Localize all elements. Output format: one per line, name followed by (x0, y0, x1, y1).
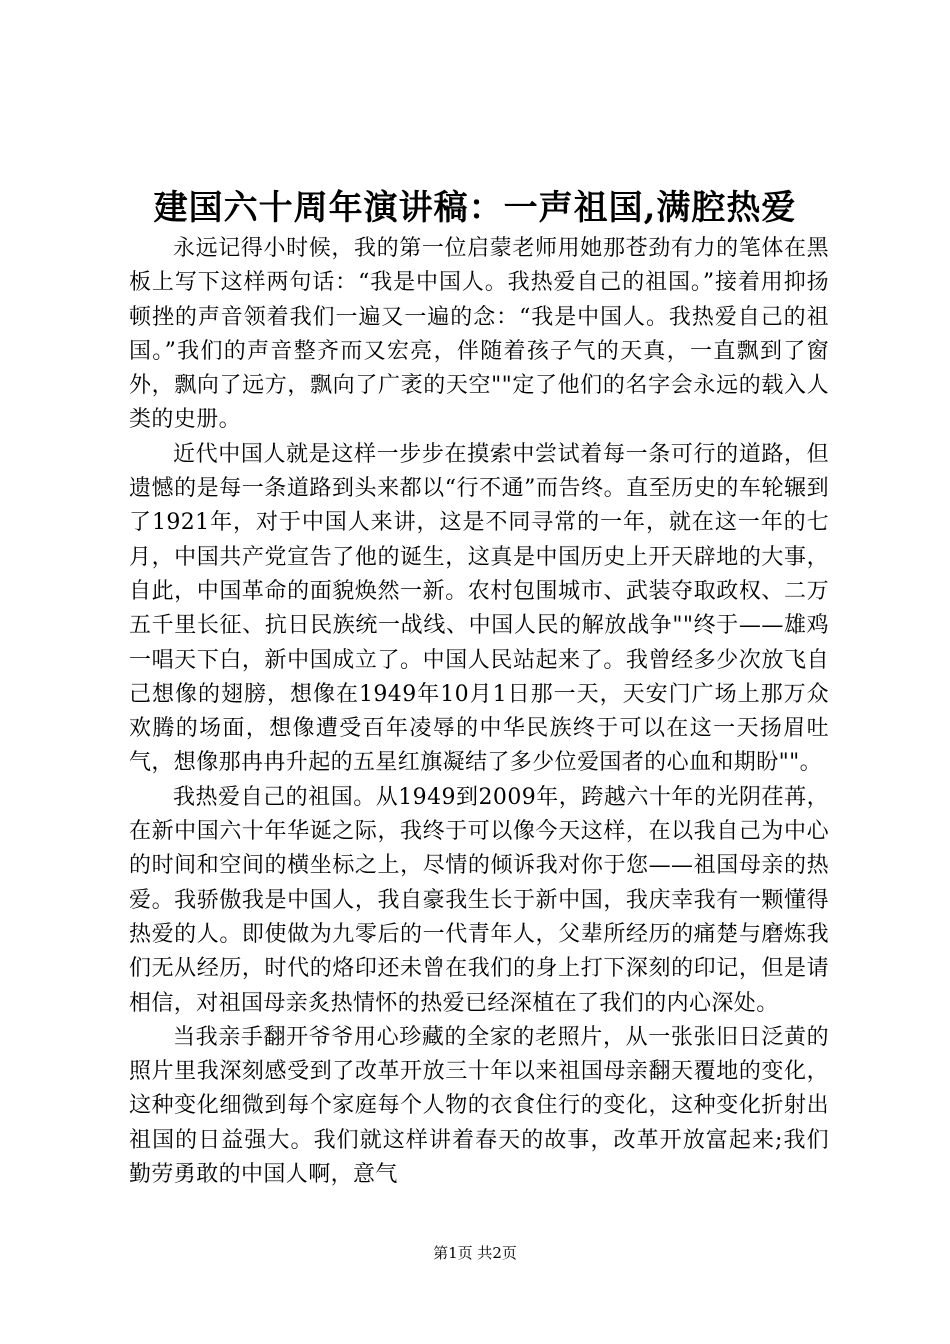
paragraph-1: 永远记得小时候，我的第一位启蒙老师用她那苍劲有力的笔体在黑板上写下这样两句话：“我是中国人。我热爱自己的祖国。”接着用抑扬顿挫的声音领着我们一遍又一遍的念：“我是中国人。我热爱自己的祖国。”我们的声音整齐而又宏亮，伴随着孩子气的天真，一直飘到了窗外，飘向了远方，飘向了广袤的天空""定了他们的名字会永远的载入人类的史册。 (129, 236, 829, 433)
paragraph-4: 当我亲手翻开爷爷用心珍藏的全家的老照片，从一张张旧日泛黄的照片里我深刻感受到了改革开放三十年以来祖国母亲翻天覆地的变化，这种变化细微到每个家庭每个人物的衣食住行的变化，这种变化折射出祖国的日益强大。我们就这样讲着春天的故事，改革开放富起来;我们勤劳勇敢的中国人啊，意气 (129, 1024, 829, 1188)
paragraph-3: 我热爱自己的祖国。从1949到2009年，跨越六十年的光阴荏苒，在新中国六十年华诞之际，我终于可以像今天这样，在以我自己为中心的时间和空间的横坐标之上，尽情的倾诉我对你于您——祖国母亲的热爱。我骄傲我是中国人，我自豪我生长于新中国，我庆幸我有一颗懂得热爱的人。即使做为九零后的一代青年人，父辈所经历的痛楚与磨炼我们无从经历，时代的烙印还未曾在我们的身上打下深刻的印记，但是请相信，对祖国母亲炙热情怀的热爱已经深植在了我们的内心深处。 (129, 784, 829, 1016)
document-body (129, 232, 829, 1192)
document-title: 建国六十周年演讲稿：一声祖国,满腔热爱 (153, 188, 797, 228)
paragraph-2: 近代中国人就是这样一步步在摸索中尝试着每一条可行的道路，但遗憾的是每一条道路到头来都以“行不通”而告终。直至历史的车轮辗到了1921年，对于中国人来讲，这是不同寻常的一年，就在这一年的七月，中国共产党宣告了他的诞生，这真是中国历史上开天辟地的大事，自此，中国革命的面貌焕然一新。农村包围城市、武装夺取政权、二万五千里长征、抗日民族统一战线、中国人民的解放战争""终于——雄鸡一唱天下白，新中国成立了。中国人民站起来了。我曾经多少次放飞自己想像的翅膀，想像在1949年10月1日那一天，天安门广场上那万众欢腾的场面，想像遭受百年凌辱的中华民族终于可以在这一天扬眉吐气，想像那冉冉升起的五星红旗凝结了多少位爱国者的心血和期盼""。 (129, 441, 829, 776)
page-number-footer: 第1页 共2页 (433, 1244, 517, 1262)
